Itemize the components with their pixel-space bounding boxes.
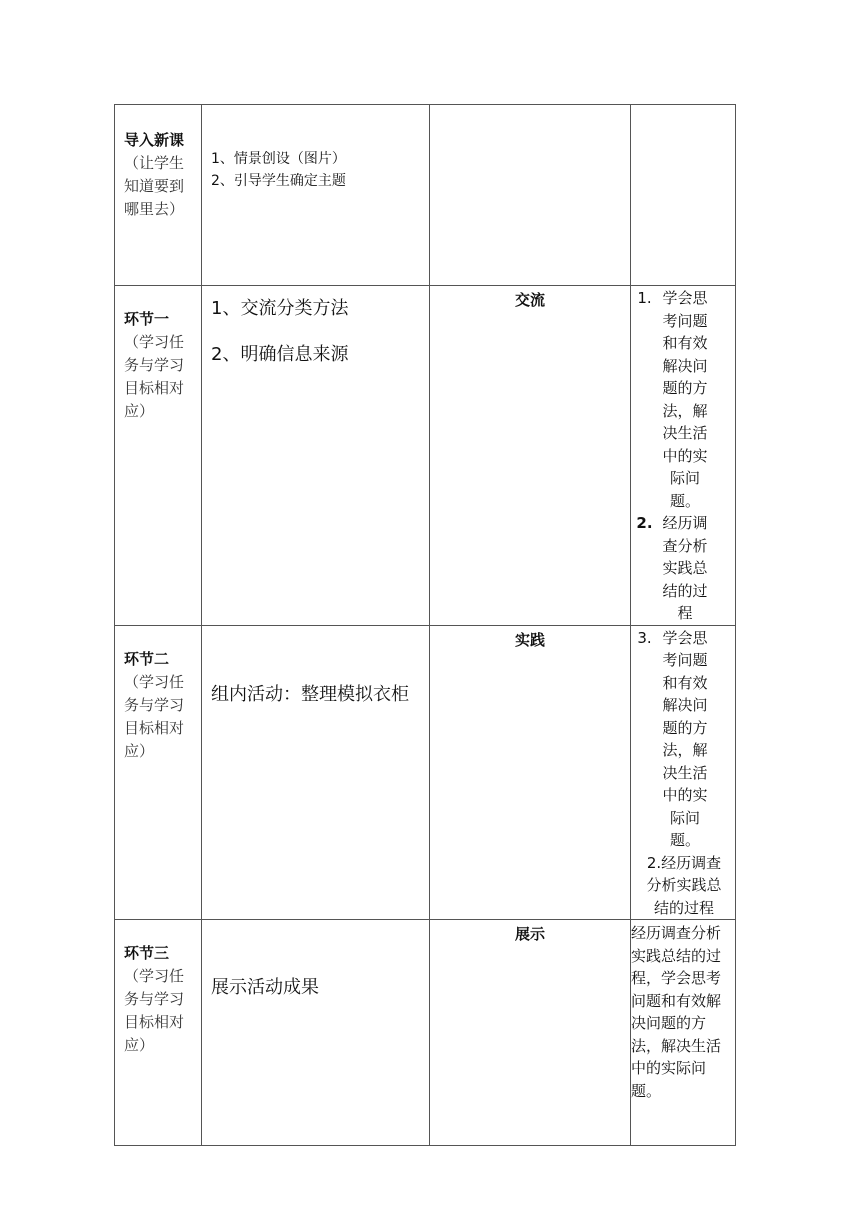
goal-list	[631, 627, 735, 852]
method-label: 交流	[514, 291, 545, 309]
method-cell	[430, 105, 631, 286]
stage-cell	[115, 286, 202, 626]
stage-cell	[115, 625, 202, 920]
table-row	[115, 920, 736, 1146]
goal-number: 3.	[637, 628, 652, 647]
table-row	[115, 105, 736, 286]
stage-cell	[115, 920, 202, 1146]
stage-title: 导入新课	[124, 131, 185, 149]
goal-number: 1.	[637, 289, 652, 307]
goal-text: 2.经历调查分析实践总结的过程	[646, 853, 722, 917]
stage-title: 环节一	[124, 310, 170, 328]
table-row	[115, 286, 736, 626]
goal-list	[631, 287, 735, 625]
goal-cell	[631, 105, 736, 286]
method-cell	[430, 920, 631, 1146]
goal-cell	[631, 286, 736, 626]
goal-item	[631, 512, 735, 625]
method-cell	[430, 286, 631, 626]
content-line: 1、交流分类方法	[211, 298, 349, 319]
method-label	[430, 105, 630, 108]
stage-cell	[115, 105, 202, 286]
table-row	[115, 625, 736, 920]
goal-item-text: 学会思考问题和有效解决问题的方法，解决生活中的实际问题。	[662, 628, 708, 849]
content-line: 组内活动：整理模拟衣柜	[211, 683, 409, 705]
goal-item	[631, 627, 735, 852]
method-label: 展示	[514, 925, 545, 943]
content-cell	[202, 920, 430, 1146]
goal-text: 经历调查分析实践总结的过程，学会思考问题和有效解决问题的方法，解决生活中的实际问题。	[631, 924, 722, 1100]
content-line: 1、情景创设（图片）	[211, 151, 346, 167]
content-cell	[202, 105, 430, 286]
stage-note: （学习任务与学习目标相对应）	[124, 333, 185, 420]
content-line: 2、明确信息来源	[211, 344, 349, 365]
method-cell	[430, 625, 631, 920]
method-label: 实践	[514, 630, 545, 649]
content-cell	[202, 625, 430, 920]
goal-item-text: 经历调查分析实践总结的过程	[662, 514, 708, 622]
content-cell	[202, 286, 430, 626]
goal-item	[631, 287, 735, 512]
stage-note: （让学生知道要到哪里去）	[124, 154, 185, 218]
stage-title: 环节三	[124, 944, 170, 962]
goal-cell	[631, 920, 736, 1146]
goal-cell	[631, 625, 736, 920]
stage-note: （学习任务与学习目标相对应）	[124, 967, 185, 1054]
content-line: 2、引导学生确定主题	[211, 173, 346, 189]
goal-number: 2.	[636, 514, 653, 532]
stage-note: （学习任务与学习目标相对应）	[124, 672, 185, 760]
goal-item-text: 学会思考问题和有效解决问题的方法，解决生活中的实际问题。	[662, 289, 708, 510]
lesson-plan-table	[114, 104, 736, 1146]
stage-title: 环节二	[124, 649, 170, 668]
content-line: 展示活动成果	[211, 977, 319, 998]
